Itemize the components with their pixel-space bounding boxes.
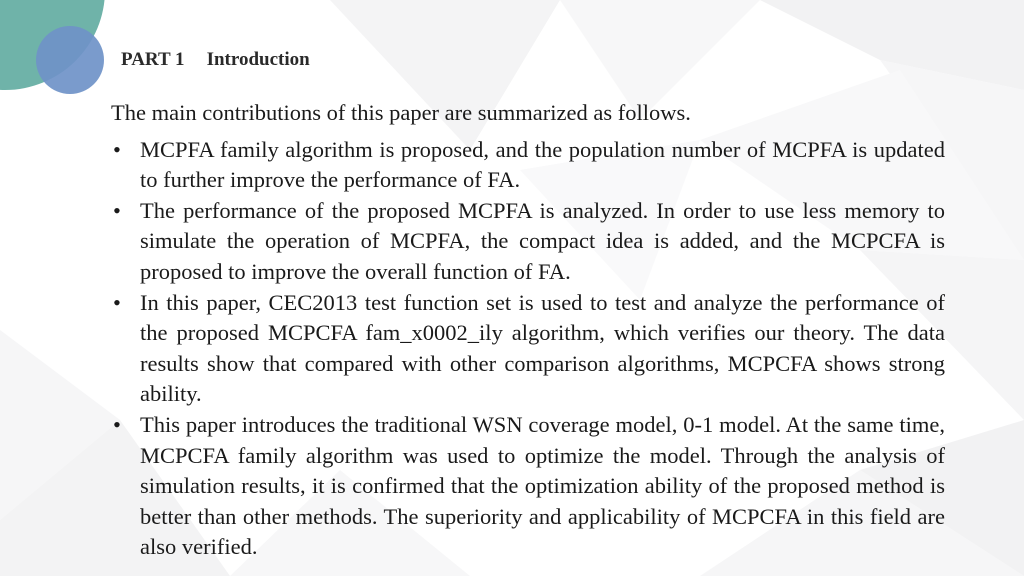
list-item-text: MCPFA family algorithm is proposed, and the population number of MCPFA is updated to further improve the performance of FA. [140, 136, 945, 193]
blue-accent-circle [36, 26, 104, 94]
section-header [121, 49, 310, 71]
list-item-text: The performance of the proposed MCPFA is analyzed. In order to use less memory to simulate the operation of MCPFA, the compact idea is added, and the MCPCFA is proposed to improve the overall function of FA. [140, 197, 945, 284]
bullet-glyph: • [113, 197, 121, 223]
list-item [111, 135, 945, 196]
list-item [111, 410, 945, 563]
list-item [111, 196, 945, 288]
section-title: Introduction [206, 49, 310, 70]
intro-text: The main contributions of this paper are summarized as follows. [111, 100, 691, 125]
list-item [111, 288, 945, 410]
list-item-text: This paper introduces the traditional WSN coverage model, 0-1 model. At the same time, MCPCFA family algorithm was used to optimize the model. Through the analysis of simulation results, it is confirmed that the optimization ability of the proposed method is better than other methods. The superiority and applicability of MCPCFA in this field are also verified. [140, 411, 945, 560]
bullet-glyph: • [113, 136, 121, 162]
bullet-glyph: • [113, 289, 121, 315]
bullet-glyph: • [113, 411, 121, 437]
part-label: PART 1 [121, 49, 185, 70]
contributions-list [111, 135, 945, 563]
slide-body [111, 98, 945, 563]
list-item-text: In this paper, CEC2013 test function set is used to test and analyze the performance of the proposed MCPCFA fam_x0002_ily algorithm, which verifies our theory. The data results show that compared with other comparison algorithms, MCPCFA shows strong ability. [140, 289, 945, 407]
